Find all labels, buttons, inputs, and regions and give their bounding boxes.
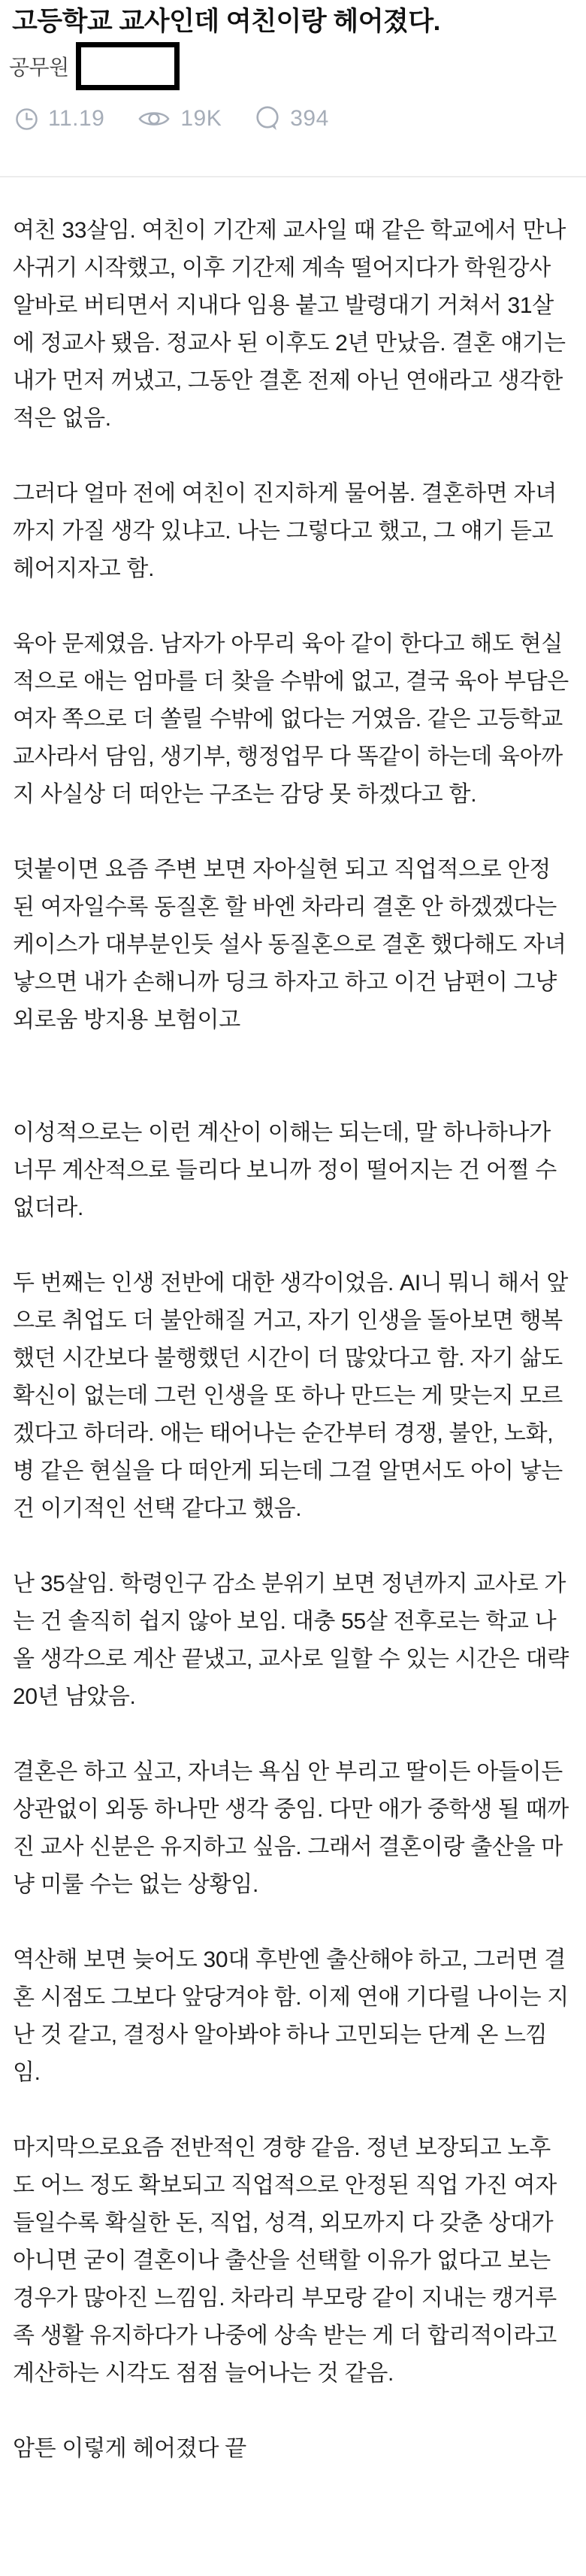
post-paragraph: 암튼 이렇게 헤어졌다 끝 — [13, 2436, 246, 2461]
post-paragraph: 두 번째는 인생 전반에 대한 생각이었음. AI니 뭐니 해서 앞으로 취업도 더 불안해질 거고, 자기 인생을 돌아보면 행복했던 시간보다 불행했던 시간이 더 많았다고 함. 자기 삶도 확신이 없는데 그런 인생을 또 하나 만드는 게 맞는지 모르겠다고 하더라. 애는 태어나는 순간부터 경쟁, 불안, 노화, 병 같은 현실을 다 떠안게 되는데 그걸 알면서도 아이 낳는 건 이기적인 선택 같다고 했음. — [13, 1271, 569, 1521]
post-date-stat — [15, 106, 104, 132]
post-paragraph: 그러다 얼마 전에 여친이 진지하게 물어봄. 결혼하면 자녀까지 가질 생각 있냐고. 나는 그렇다고 했고, 그 얘기 듣고 헤어지자고 함. — [13, 481, 557, 581]
post-paragraph: 여친 33살임. 여친이 기간제 교사일 때 같은 학교에서 만나 사귀기 시작했고, 이후 기간제 계속 떨어지다가 학원강사 알바로 버티면서 지내다 임용 붙고 발령대기 거쳐서 31살에 정교사 됐음. 정교사 된 이후도 2년 만났음. 결혼 얘기는 내가 먼저 꺼냈고, 그동안 결혼 전제 아닌 연애라고 생각한 적은 없음. — [13, 218, 566, 431]
views-count: 19K — [180, 106, 222, 131]
comments-stat[interactable] — [255, 105, 329, 132]
post-detail-page — [0, 5, 586, 2468]
clock-icon — [15, 108, 38, 131]
post-meta-row — [15, 105, 572, 132]
post-paragraph: 역산해 보면 늦어도 30대 후반엔 출산해야 하고, 그러면 결혼 시점도 그보다 앞당겨야 함. 이제 연애 기다릴 나이는 지난 것 같고, 결정사 알아봐야 하나 고민되는 단계 온 느낌임. — [13, 1947, 569, 2085]
redacted-author-box — [76, 42, 180, 90]
post-paragraph: 마지막으로요즘 전반적인 경향 같음. 정년 보장되고 노후도 어느 정도 확보되고 직업적으로 안정된 직업 가진 여자들일수록 확실한 돈, 직업, 성격, 외모까지 다 갖춘 상대가 아니면 굳이 결혼이나 출산을 선택할 이유가 없다고 보는 경우가 많아진 느낌임. 차라리 부모랑 같이 지내는 캥거루족 생활 유지하다가 나중에 상속 받는 게 더 합리적이라고 계산하는 시각도 점점 늘어나는 것 같음. — [13, 2135, 557, 2386]
author-row — [9, 41, 572, 92]
post-paragraph: 육아 문제였음. 남자가 아무리 육아 같이 한다고 해도 현실적으로 애는 엄마를 더 찾을 수밖에 없고, 결국 육아 부담은 여자 쪽으로 더 쏠릴 수밖에 없다는 거였음. 같은 고등학교 교사라서 담임, 생기부, 행정업무 다 똑같이 하는데 육아까지 사실상 더 떠안는 구조는 감당 못 하겠다고 함. — [13, 632, 569, 807]
post-title: 고등학교 교사인데 여친이랑 헤어졌다. — [12, 7, 440, 36]
post-paragraph: 이성적으로는 이런 계산이 이해는 되는데, 말 하나하나가 너무 계산적으로 들리다 보니까 정이 떨어지는 건 어쩔 수 없더라. — [13, 1120, 557, 1220]
comment-bubble-icon — [255, 105, 280, 132]
eye-icon — [137, 108, 171, 130]
post-paragraph: 덧붙이면 요즘 주변 보면 자아실현 되고 직업적으로 안정된 여자일수록 동질혼 할 바엔 차라리 결혼 안 하겠겠다는 케이스가 대부분인듯 설사 동질혼으로 결혼 했다해도 자녀 낳으면 내가 손해니까 딩크 하자고 하고 이건 남편이 그냥 외로움 방지용 보험이고 — [13, 857, 566, 1032]
author-category-label: 공무원 — [9, 56, 69, 79]
post-paragraph: 난 35살임. 학령인구 감소 분위기 보면 정년까지 교사로 가는 건 솔직히 쉽지 않아 보임. 대충 55살 전후로는 학교 나올 생각으로 계산 끝냈고, 교사로 일할 수 있는 시간은 대략 20년 남았음. — [13, 1571, 569, 1709]
comments-count: 394 — [290, 106, 329, 131]
post-paragraph: 결혼은 하고 싶고, 자녀는 욕심 안 부리고 딸이든 아들이든 상관없이 외동 하나만 생각 중임. 다만 애가 중학생 될 때까진 교사 신분은 유지하고 싶음. 그래서 결혼이랑 출산을 마냥 미룰 수는 없는 상황임. — [13, 1759, 569, 1897]
post-date: 11.19 — [48, 106, 105, 131]
post-body — [0, 177, 586, 2468]
views-stat — [137, 106, 222, 132]
